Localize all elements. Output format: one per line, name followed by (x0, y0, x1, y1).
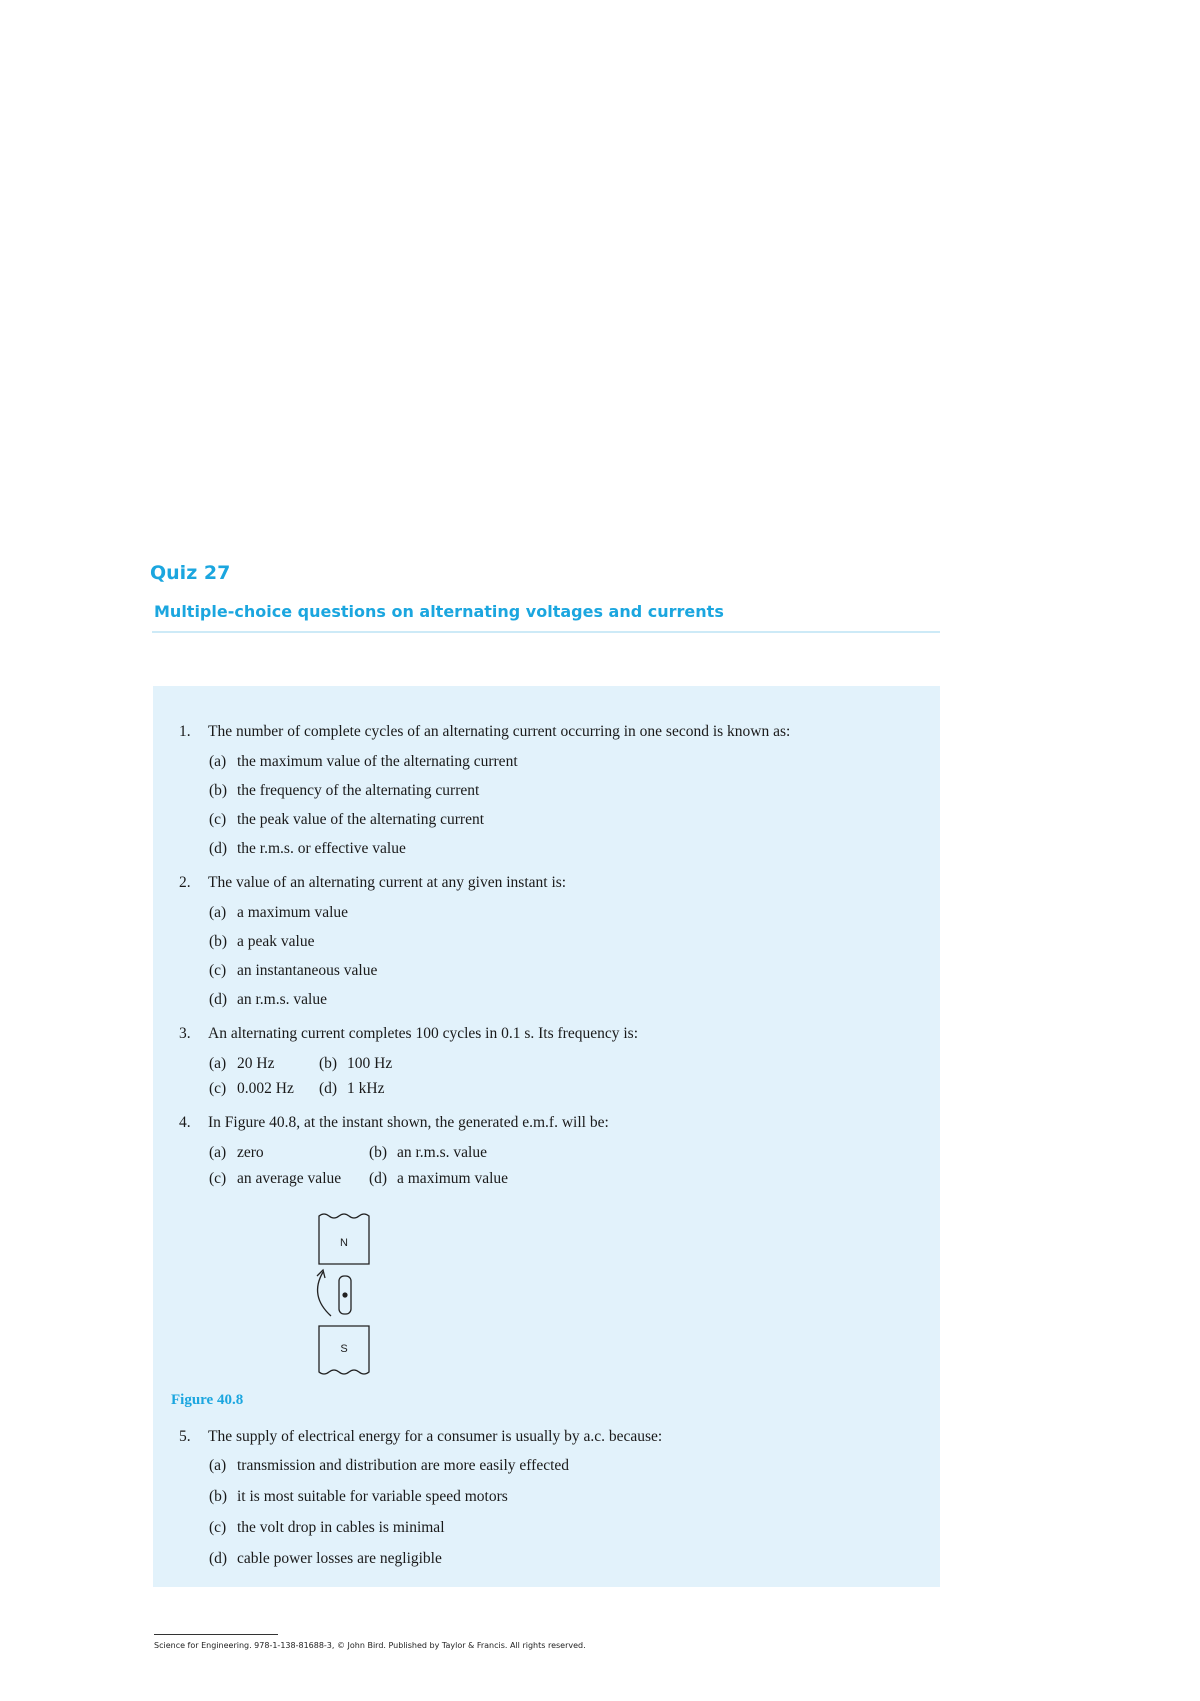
title-divider (152, 631, 940, 633)
option-2b: (b) a peak value (209, 933, 315, 950)
option-2a: (a) a maximum value (209, 904, 349, 921)
option-1b: (b) the frequency of the alternating current (209, 782, 480, 799)
question-text: In Figure 40.8, at the instant shown, the generated e.m.f. will be: (208, 1114, 609, 1131)
question-3 (179, 1025, 638, 1043)
option-4b: (b) an r.m.s. value (369, 1144, 487, 1161)
option-3a: (a) 20 Hz (209, 1055, 275, 1072)
south-label: S (340, 1343, 348, 1355)
option-3b: (b) 100 Hz (319, 1055, 393, 1072)
option-2d: (d) an r.m.s. value (209, 991, 327, 1008)
question-number: 1. (179, 723, 191, 740)
option-4d: (d) a maximum value (369, 1170, 509, 1187)
question-number: 4. (179, 1114, 191, 1131)
quiz-title: Quiz 27 (150, 562, 231, 584)
option-4a: (a) zero (209, 1144, 264, 1161)
question-2 (179, 874, 566, 892)
question-text: The number of complete cycles of an alternating current occurring in one second is known as: (208, 723, 791, 740)
question-number: 3. (179, 1025, 191, 1042)
option-3d: (d) 1 kHz (319, 1080, 385, 1097)
north-label: N (340, 1237, 348, 1249)
option-1d: (d) the r.m.s. or effective value (209, 840, 406, 857)
figure-caption: Figure 40.8 (171, 1392, 244, 1408)
option-5d: (d) cable power losses are negligible (209, 1550, 442, 1567)
option-4c: (c) an average value (209, 1170, 342, 1187)
question-4 (179, 1114, 609, 1132)
question-5 (179, 1428, 662, 1446)
rotation-arrow (318, 1272, 331, 1316)
question-text: An alternating current completes 100 cycles in 0.1 s. Its frequency is: (208, 1025, 638, 1042)
option-2c: (c) an instantaneous value (209, 962, 378, 979)
quiz-subtitle: Multiple-choice questions on alternating voltages and currents (154, 602, 724, 621)
question-1 (179, 723, 790, 741)
footer-divider (154, 1634, 278, 1635)
question-text: The value of an alternating current at any given instant is: (208, 874, 567, 891)
option-1c: (c) the peak value of the alternating current (209, 811, 485, 828)
question-number: 2. (179, 874, 191, 891)
conductor-dot-icon (342, 1292, 347, 1297)
option-5a: (a) transmission and distribution are more easily effected (209, 1457, 570, 1474)
option-1a: (a) the maximum value of the alternating current (209, 753, 518, 770)
option-5b: (b) it is most suitable for variable speed motors (209, 1488, 508, 1505)
option-5c: (c) the volt drop in cables is minimal (209, 1519, 445, 1536)
figure-40-8-diagram (303, 1206, 413, 1386)
question-box (153, 686, 940, 1587)
option-3c: (c) 0.002 Hz (209, 1080, 294, 1097)
question-text: The supply of electrical energy for a consumer is usually by a.c. because: (208, 1428, 663, 1445)
footer-copyright: Science for Engineering. 978-1-138-81688-3, © John Bird. Published by Taylor & Francis. All rights reserved. (154, 1641, 586, 1650)
question-number: 5. (179, 1428, 191, 1445)
